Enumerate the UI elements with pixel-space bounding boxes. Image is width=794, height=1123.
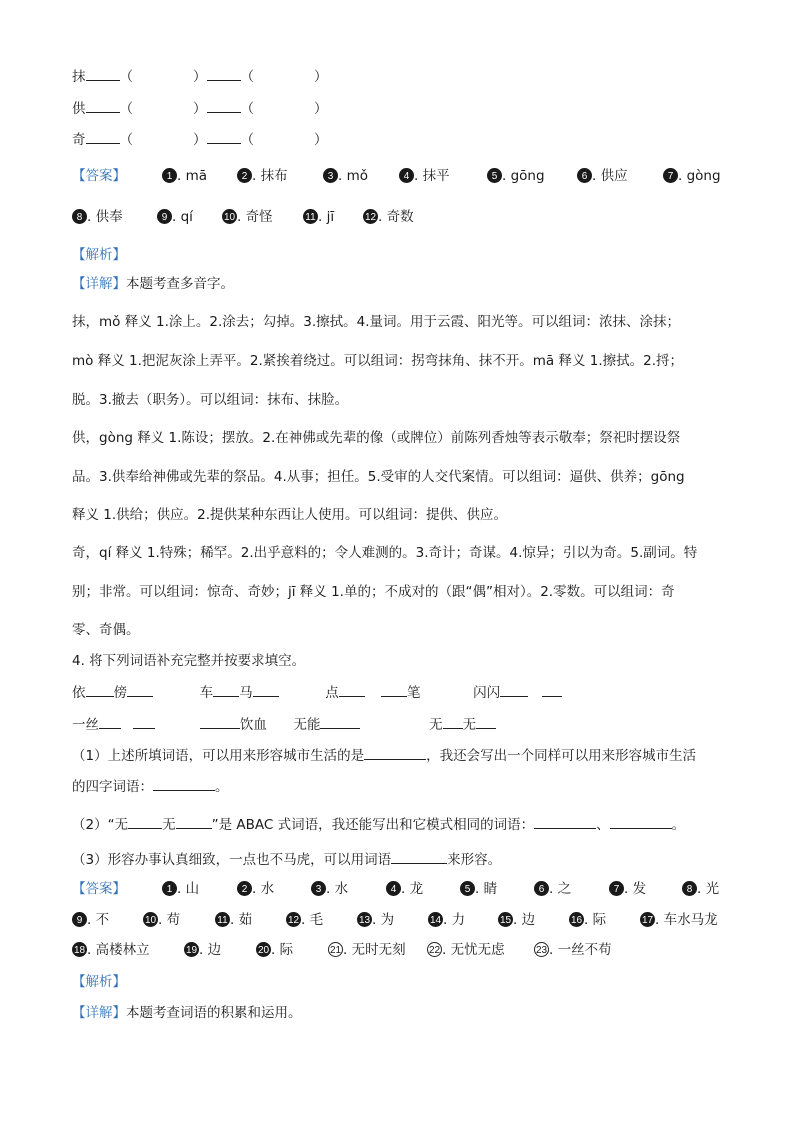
answer-item bbox=[162, 167, 207, 185]
detail-text: 本题考查词语的积累和运用。 bbox=[126, 1005, 302, 1021]
detail-line: 供，gòng 释义 1.陈设；摆放。2.在神佛或先辈的像（或牌位）前陈列香烛等表示敬奉；祭祀时摆设祭 bbox=[72, 430, 681, 446]
question-4-title: 4. 将下列词语补充完整并按要求填空。 bbox=[72, 653, 306, 669]
answer-text: . 抹平 bbox=[414, 168, 450, 184]
blank bbox=[207, 129, 241, 144]
blank bbox=[200, 714, 240, 729]
answer-text: . 高楼林立 bbox=[87, 942, 150, 958]
sub-text: 。 bbox=[215, 779, 229, 795]
answer-text: . 抹布 bbox=[252, 168, 288, 184]
q4-word-row-1 bbox=[72, 682, 562, 702]
answer-item bbox=[577, 167, 628, 185]
fill-row-gong bbox=[72, 98, 328, 118]
answer-number-badge: 1 bbox=[162, 881, 177, 896]
answer-number-badge: 16 bbox=[569, 912, 584, 927]
answer-text: . 奇怪 bbox=[237, 209, 273, 225]
answer-text: . 龙 bbox=[401, 881, 424, 897]
answer-text: . 边 bbox=[199, 942, 222, 958]
fill-row-qi bbox=[72, 129, 328, 149]
row-char: 抹 bbox=[72, 69, 86, 85]
answer-number-badge: 18 bbox=[72, 942, 87, 957]
answer-number-badge: 8 bbox=[72, 209, 87, 224]
answer-text: . 苟 bbox=[158, 912, 181, 928]
answer-text: . 奇数 bbox=[378, 209, 414, 225]
q4-sub1 bbox=[72, 745, 696, 765]
word-part: 无能 bbox=[293, 717, 321, 733]
answer-text: . 际 bbox=[584, 912, 607, 928]
blank bbox=[320, 714, 360, 729]
q4-sub2 bbox=[72, 814, 685, 834]
paren-close: ） bbox=[314, 69, 328, 85]
answer-text: . mǒ bbox=[338, 168, 368, 184]
answer-text: . 茹 bbox=[230, 912, 253, 928]
answer-text: . 力 bbox=[443, 912, 466, 928]
sub-text: 的四字词语： bbox=[72, 779, 153, 795]
answer-number-badge: 4 bbox=[386, 881, 401, 896]
answer-item bbox=[428, 911, 465, 929]
paren-open: （ bbox=[119, 101, 133, 117]
blank bbox=[610, 814, 672, 829]
answer-number-badge: 20 bbox=[256, 942, 271, 957]
answer-text: . 不 bbox=[87, 912, 110, 928]
answer-text: . 车水马龙 bbox=[655, 912, 718, 928]
answer-item bbox=[323, 167, 368, 185]
detail-line: mò 释义 1.把泥灰涂上弄平。2.紧挨着绕过。可以组词：拐弯抹角、抹不开。mā 释义 1.擦拭。2.捋； bbox=[72, 353, 684, 369]
detail-label: 【详解】 bbox=[72, 276, 126, 292]
answer-number-badge: 14 bbox=[428, 912, 443, 927]
word-part: 车 bbox=[199, 685, 214, 701]
blank bbox=[364, 745, 426, 760]
detail-line: 释义 1.供给；供应。2.提供某种东西让人使用。可以组词：提供、供应。 bbox=[72, 507, 508, 523]
answer-item bbox=[237, 167, 288, 185]
analysis-label-q4: 【解析】 bbox=[72, 974, 126, 990]
answer-item bbox=[569, 911, 606, 929]
answer-number-badge: 5 bbox=[487, 168, 502, 183]
paren-open: （ bbox=[240, 132, 254, 148]
answer-item bbox=[328, 941, 406, 959]
answer-text: . 水 bbox=[326, 881, 349, 897]
answer-item bbox=[386, 880, 423, 898]
paren-open: （ bbox=[240, 69, 254, 85]
blank bbox=[534, 814, 596, 829]
blank bbox=[176, 814, 212, 829]
paren-close: ） bbox=[314, 101, 328, 117]
answer-text: . gōng bbox=[502, 168, 545, 184]
row-char: 奇 bbox=[72, 132, 86, 148]
blank bbox=[99, 714, 121, 729]
answer-text: . 光 bbox=[697, 881, 720, 897]
sub-text: （2）“无 bbox=[72, 817, 129, 833]
answer-item bbox=[215, 911, 252, 929]
answer-item bbox=[357, 911, 394, 929]
detail-intro bbox=[72, 275, 234, 293]
answer-item bbox=[184, 941, 221, 959]
answer-number-badge: 11 bbox=[215, 912, 230, 927]
blank bbox=[207, 98, 241, 113]
blank bbox=[381, 682, 407, 697]
blank bbox=[127, 682, 153, 697]
row-char: 供 bbox=[72, 101, 86, 117]
paren-close: ） bbox=[314, 132, 328, 148]
answer-text: . 为 bbox=[372, 912, 395, 928]
answer-item bbox=[534, 941, 612, 959]
detail-line: 品。3.供奉给神佛或先辈的祭品。4.从事；担任。5.受审的人交代案情。可以组词：逼供、供养；gōng bbox=[72, 469, 685, 485]
word-part: 饮血 bbox=[239, 717, 267, 733]
q4-sub1-cont bbox=[72, 776, 229, 796]
answer-item bbox=[663, 167, 721, 185]
answer-number-badge: 9 bbox=[157, 209, 172, 224]
answer-number-badge: 3 bbox=[311, 881, 326, 896]
answer-number-badge: 12 bbox=[286, 912, 301, 927]
answer-number-badge: 12 bbox=[363, 209, 378, 224]
answer-text: . 睛 bbox=[475, 881, 498, 897]
answer-item bbox=[222, 208, 273, 226]
sub-text: 、 bbox=[596, 817, 610, 833]
answer-number-badge: 10 bbox=[222, 209, 237, 224]
sub-text: 来形容。 bbox=[447, 852, 502, 868]
paren-open: （ bbox=[240, 101, 254, 117]
answer-label: 【答案】 bbox=[72, 168, 126, 184]
blank bbox=[542, 682, 562, 697]
answer-item bbox=[427, 941, 505, 959]
answer-item bbox=[399, 167, 450, 185]
answer-number-badge: 17 bbox=[640, 912, 655, 927]
blank bbox=[207, 66, 241, 81]
answer-number-badge: 7 bbox=[663, 168, 678, 183]
detail-label: 【详解】 bbox=[72, 1005, 126, 1021]
paren-open: （ bbox=[119, 69, 133, 85]
answer-text: . 供应 bbox=[592, 168, 628, 184]
answer-item bbox=[72, 208, 123, 226]
answer-item bbox=[498, 911, 535, 929]
detail-line: 别；非常。可以组词：惊奇、奇妙；jī 释义 1.单的；不成对的（跟“偶”相对）。2.零数。可以组词：奇 bbox=[72, 584, 675, 600]
sub-text: 。 bbox=[671, 817, 686, 833]
paren-close: ） bbox=[193, 69, 207, 85]
answer-number-badge: 21 bbox=[328, 942, 343, 957]
word-part: 闪闪 bbox=[473, 685, 501, 701]
answer-number-badge: 19 bbox=[184, 942, 199, 957]
sub-text: ，我还会写出一个同样可以用来形容城市生活 bbox=[426, 748, 697, 764]
answer-number-badge: 7 bbox=[609, 881, 624, 896]
q4-word-row-2 bbox=[72, 714, 496, 734]
answer-item bbox=[363, 208, 414, 226]
blank bbox=[500, 682, 528, 697]
answer-item bbox=[72, 911, 109, 929]
answer-number-badge: 23 bbox=[534, 942, 549, 957]
answer-number-badge: 2 bbox=[237, 881, 252, 896]
answer-text: . 无时无刻 bbox=[343, 942, 406, 958]
sub-text: 无 bbox=[162, 817, 176, 833]
blank bbox=[86, 129, 120, 144]
answer-number-badge: 5 bbox=[460, 881, 475, 896]
paren-close: ） bbox=[193, 132, 207, 148]
word-part: 笔 bbox=[406, 685, 421, 701]
answer-number-badge: 8 bbox=[682, 881, 697, 896]
answer-number-badge: 1 bbox=[162, 168, 177, 183]
word-part: 依 bbox=[72, 685, 86, 701]
answer-item bbox=[256, 941, 293, 959]
sub-text: （3）形容办事认真细致，一点也不马虎，可以用词语 bbox=[72, 852, 392, 868]
answer-item bbox=[640, 911, 718, 929]
answer-number-badge: 13 bbox=[357, 912, 372, 927]
answer-number-badge: 3 bbox=[323, 168, 338, 183]
answer-text: . 毛 bbox=[301, 912, 324, 928]
blank bbox=[153, 776, 215, 791]
answer-item bbox=[303, 208, 334, 226]
answer-text: . qí bbox=[172, 209, 193, 225]
answer-label-q4: 【答案】 bbox=[72, 881, 126, 897]
blank bbox=[339, 682, 365, 697]
answer-number-badge: 6 bbox=[577, 168, 592, 183]
answer-text: . 水 bbox=[252, 881, 275, 897]
answer-item bbox=[143, 911, 180, 929]
detail-text: 本题考查多音字。 bbox=[126, 276, 234, 292]
answer-text: . jī bbox=[318, 209, 335, 225]
word-part: 无 bbox=[429, 717, 443, 733]
paren-open: （ bbox=[119, 132, 133, 148]
word-part: 无 bbox=[462, 717, 477, 733]
blank bbox=[86, 98, 120, 113]
answer-number-badge: 22 bbox=[427, 942, 442, 957]
detail-line: 零、奇偶。 bbox=[72, 622, 140, 638]
blank bbox=[128, 814, 162, 829]
word-part: 傍 bbox=[113, 685, 127, 701]
detail-line: 奇，qí 释义 1.特殊；稀罕。2.出乎意料的；令人难测的。3.奇计；奇谋。4.惊异；引以为奇。5.副词。特 bbox=[72, 545, 698, 561]
word-part: 一丝 bbox=[72, 717, 99, 733]
answer-text: . 发 bbox=[624, 881, 647, 897]
fill-row-mo bbox=[72, 66, 328, 86]
detail-line: 抹，mǒ 释义 1.涂上。2.涂去；勾掉。3.擦拭。4.量词。用于云霞、阳光等。可以组词：浓抹、涂抹； bbox=[72, 314, 681, 330]
answer-item bbox=[609, 880, 646, 898]
blank bbox=[86, 66, 120, 81]
answer-number-badge: 6 bbox=[534, 881, 549, 896]
answer-item bbox=[487, 167, 545, 185]
answer-number-badge: 4 bbox=[399, 168, 414, 183]
answer-text: . 一丝不苟 bbox=[549, 942, 612, 958]
answer-number-badge: 9 bbox=[72, 912, 87, 927]
answer-item bbox=[460, 880, 497, 898]
answer-text: . 之 bbox=[549, 881, 572, 897]
paren-close: ） bbox=[193, 101, 207, 117]
answer-text: . 边 bbox=[513, 912, 536, 928]
blank bbox=[253, 682, 279, 697]
word-part: 点 bbox=[325, 685, 339, 701]
answer-item bbox=[311, 880, 348, 898]
answer-text: . 际 bbox=[271, 942, 294, 958]
answer-text: . 无忧无虑 bbox=[442, 942, 505, 958]
answer-text: . gòng bbox=[678, 168, 721, 184]
blank bbox=[86, 682, 114, 697]
sub-text: ”是 ABAC 式词语，我还能写出和它模式相同的词语： bbox=[211, 817, 535, 833]
answer-item bbox=[162, 880, 199, 898]
answer-item bbox=[72, 941, 150, 959]
blank bbox=[213, 682, 239, 697]
answer-item bbox=[682, 880, 719, 898]
blank bbox=[476, 714, 496, 729]
blank bbox=[391, 849, 447, 864]
answer-text: . 山 bbox=[177, 881, 200, 897]
answer-text: . 供奉 bbox=[87, 209, 123, 225]
answer-text: . mā bbox=[177, 168, 208, 184]
blank bbox=[133, 714, 155, 729]
answer-number-badge: 10 bbox=[143, 912, 158, 927]
q4-sub3 bbox=[72, 849, 501, 869]
answer-number-badge: 2 bbox=[237, 168, 252, 183]
detail-intro-q4 bbox=[72, 1004, 302, 1022]
word-part: 马 bbox=[239, 685, 253, 701]
analysis-label: 【解析】 bbox=[72, 247, 126, 263]
answer-item bbox=[157, 208, 193, 226]
blank bbox=[443, 714, 463, 729]
answer-item bbox=[237, 880, 274, 898]
answer-number-badge: 11 bbox=[303, 209, 318, 224]
sub-text: （1）上述所填词语，可以用来形容城市生活的是 bbox=[72, 748, 365, 764]
detail-line: 脱。3.撤去（职务）。可以组词：抹布、抹脸。 bbox=[72, 392, 349, 408]
answer-item bbox=[534, 880, 571, 898]
answer-number-badge: 15 bbox=[498, 912, 513, 927]
answer-item bbox=[286, 911, 323, 929]
